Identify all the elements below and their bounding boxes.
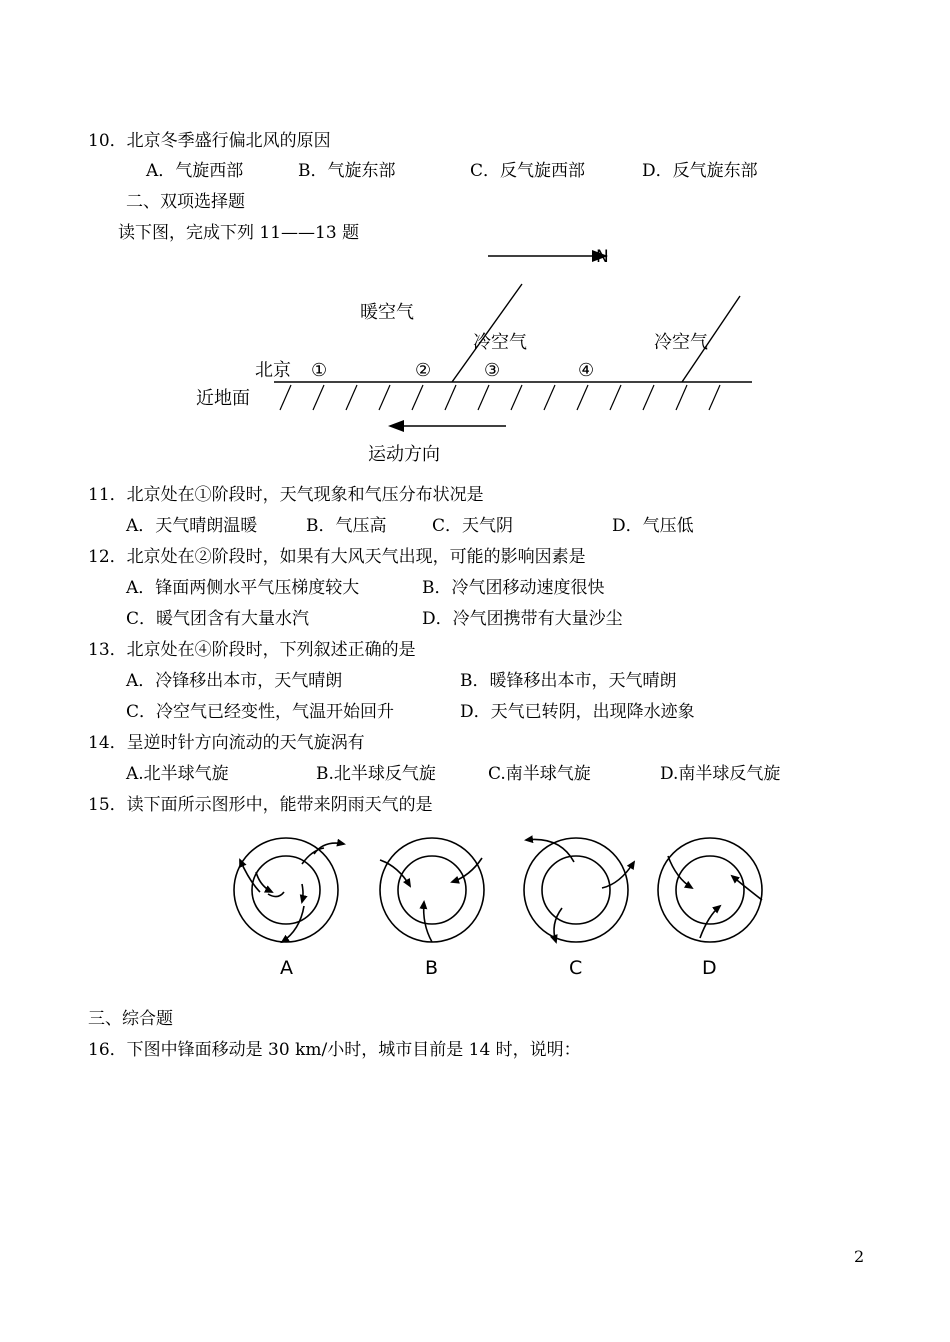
figure-b xyxy=(380,838,484,942)
q14-stem: 14．呈逆时针方向流动的天气旋涡有 xyxy=(88,733,365,753)
q16-stem: 16．下图中锋面移动是 30 km/小时，城市目前是 14 时，说明： xyxy=(88,1040,581,1060)
q14-option-a: A.北半球气旋 xyxy=(126,764,229,784)
q10-option-b: B．气旋东部 xyxy=(298,161,396,181)
q13-option-d: D．天气已转阴，出现降水迹象 xyxy=(460,702,695,722)
q13-option-a: A．冷锋移出本市，天气晴朗 xyxy=(126,671,343,691)
stage-2-marker: ② xyxy=(415,360,432,381)
figure-a-label: A xyxy=(280,957,293,979)
motion-label: 运动方向 xyxy=(368,444,440,465)
q11-option-b: B．气压高 xyxy=(306,516,387,536)
q11-option-c: C．天气阴 xyxy=(432,516,514,536)
q11-stem: 11．北京处在①阶段时，天气现象和气压分布状况是 xyxy=(88,485,484,505)
q10-option-d: D．反气旋东部 xyxy=(642,161,758,181)
q12-stem: 12．北京处在②阶段时，如果有大风天气出现，可能的影响因素是 xyxy=(88,547,586,567)
figure-c xyxy=(524,838,634,942)
figure-b-label: B xyxy=(425,957,439,979)
section-3-heading: 三、综合题 xyxy=(88,1009,173,1029)
q12-option-b: B．冷气团移动速度很快 xyxy=(422,578,605,598)
ground-hatching xyxy=(280,385,720,410)
cold-air-label-2: 冷空气 xyxy=(654,332,708,353)
warm-air-label: 暖空气 xyxy=(360,302,414,323)
q10-option-a: A．气旋西部 xyxy=(146,161,244,181)
figure-a xyxy=(234,838,344,942)
figure-c-label: C xyxy=(569,957,583,979)
front-diagram xyxy=(190,240,770,472)
north-label: N xyxy=(596,247,609,267)
pressure-system-diagrams xyxy=(220,826,780,986)
stage-3-marker: ③ xyxy=(484,360,501,381)
q13-stem: 13．北京处在④阶段时，下列叙述正确的是 xyxy=(88,640,416,660)
q13-option-c: C．冷空气已经变性，气温开始回升 xyxy=(126,702,395,722)
section-2-heading: 二、双项选择题 xyxy=(126,192,245,212)
page-number: 2 xyxy=(854,1247,865,1266)
figure-d-label: D xyxy=(702,957,717,979)
q11-option-a: A．天气晴朗温暖 xyxy=(126,516,258,536)
ground-label: 近地面 xyxy=(196,388,250,409)
stage-4-marker: ④ xyxy=(578,360,595,381)
q10-option-c: C．反气旋西部 xyxy=(470,161,586,181)
q14-option-d: D.南半球反气旋 xyxy=(660,764,781,784)
q10-stem: 10．北京冬季盛行偏北风的原因 xyxy=(88,131,331,151)
q13-option-b: B．暖锋移出本市，天气晴朗 xyxy=(460,671,677,691)
q12-option-c: C．暖气团含有大量水汽 xyxy=(126,609,310,629)
beijing-label: 北京 xyxy=(255,360,291,381)
q14-option-c: C.南半球气旋 xyxy=(488,764,591,784)
q14-option-b: B.北半球反气旋 xyxy=(316,764,436,784)
q12-option-a: A．锋面两侧水平气压梯度较大 xyxy=(126,578,360,598)
figure-d xyxy=(658,838,762,942)
read-figure-prompt: 读下图，完成下列 11——13 题 xyxy=(118,223,360,243)
q11-option-d: D．气压低 xyxy=(612,516,694,536)
q12-option-d: D．冷气团携带有大量沙尘 xyxy=(422,609,623,629)
stage-1-marker: ① xyxy=(311,360,328,381)
cold-air-label-1: 冷空气 xyxy=(473,332,527,353)
q15-stem: 15．读下面所示图形中，能带来阴雨天气的是 xyxy=(88,795,433,815)
